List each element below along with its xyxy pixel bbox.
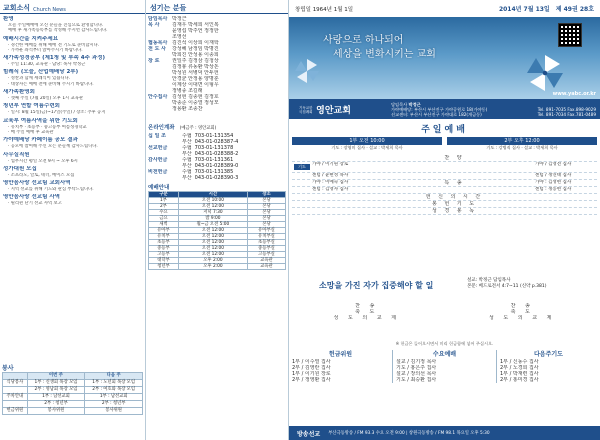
schedule-cell: 교육관 [247, 264, 285, 270]
schedule-cell: 오전 12:00 [178, 228, 247, 234]
role-names: 김성현 김종현 김정호 [172, 94, 219, 100]
account-bank: 수협 [182, 157, 192, 163]
sermon-preacher: 설교: 박정근 담임목사 [467, 278, 511, 283]
volunteer-row [3, 401, 143, 408]
news-item [3, 103, 145, 115]
account-row [148, 175, 288, 181]
founded-date: 창립일 1964년 1월 1일 [295, 6, 354, 13]
schedule-cell: 수요 [149, 210, 179, 216]
volunteer-cell: 2부 : 청년부 [85, 401, 143, 408]
news-item-body: · 일시: 8월 15일(금)~17일(주일) / 장소: 추후 공지 [8, 110, 106, 116]
volunteer-col-role [3, 373, 28, 380]
account-label: 감사헌금 [148, 157, 168, 163]
account-bank: 부산 [182, 139, 192, 145]
volunteer-row [3, 380, 143, 387]
volunteer-cell: 주차안내 [3, 394, 28, 401]
volunteer-cell: 2부 : 여호와 목장 모임 [85, 387, 143, 394]
phone-1: Tel. 891-7035 Fax.898-9029 [537, 106, 596, 112]
worship-leader-1 [312, 208, 374, 214]
news-item-body: · 지역 선교를 위해 기도와 관심 부탁드립니다. [8, 187, 94, 193]
worship-leader-2 [535, 208, 597, 214]
news-item-body: · 셋째 주일 (7월 20일) 오후 1시 교육관 [8, 96, 84, 102]
news-item-title: 힘례식 (오늘, 산업예배당 2부) [3, 69, 79, 76]
roles-list [146, 14, 288, 112]
role-names: 김정봉 류동환 박상돈 [172, 64, 219, 70]
role-label: 안수집사 [148, 94, 168, 100]
offering-entry-text: 기도 / 홍은주 집사 [396, 365, 437, 371]
news-item-body: · 경건한 예배를 위해 예배 전 기도로 준비합시다. [8, 42, 100, 48]
worship-order-item: 헌 신 의 시 간 [425, 194, 484, 200]
offering-entry-text: 1부 / 박재련 집사 [500, 371, 539, 377]
account-bank: 수협 [182, 133, 192, 139]
accounts-holder: (예금주 : 영안교회) [179, 126, 217, 131]
volunteer-row [3, 387, 143, 394]
worship-order-row [292, 187, 597, 194]
volunteer-cell: 1부 : 신생회 목장 모임 [27, 380, 85, 387]
website-link[interactable]: www.yabc.or.kr [552, 91, 596, 97]
schedule-cell: 본당 [247, 204, 285, 210]
closing-item: 축 도 [355, 309, 379, 315]
order-of-worship [292, 155, 597, 215]
schedule-cell: 본당 [247, 216, 285, 222]
schedule-cell: 저녁 7:30 [178, 210, 247, 216]
worship-leader-1: 센텀 : 김영자 집사 [312, 187, 349, 192]
offering-title: 헌금위원 [328, 351, 353, 358]
worship-leader-2: 가야 / 김영전 집사 [535, 162, 572, 167]
schedule-cell: 1부 [149, 198, 179, 204]
service-1-sub: 기도 : 장영미 집사 · 설교 : 박세희 목사 [331, 145, 403, 150]
offering-entry-text: 1부 / 신동수 집사 [500, 359, 539, 365]
worship-order-item: 찬 양 [444, 155, 465, 161]
offering-entry-text: 기도 / 최승환 집사 [396, 377, 437, 383]
service-title: 봉사 [2, 365, 14, 372]
worship-order-tag [294, 175, 310, 177]
news-item-body: · 업무시간 평일 오전 9시 ~ 오후 6시 [8, 158, 78, 164]
volunteer-col-b: 다음 주 [85, 373, 143, 380]
schedule-cell: 청년부 [149, 264, 179, 270]
church-name: 영안교회 [316, 105, 351, 116]
worship-order-item: 봉 헌 기 도 [431, 201, 478, 207]
wednesday-service [393, 350, 497, 383]
schedule-title: 예배안내 [148, 185, 170, 191]
offering-entry [497, 377, 600, 383]
account-number[interactable]: 043-01-028388-2 [194, 151, 239, 157]
schedule-row [149, 264, 286, 270]
worship-leader-1: 가야 / 이기원 장로 [312, 162, 349, 167]
account-bank: 수협 [182, 145, 192, 151]
volunteer-cell: 1부 : 남선교회 [85, 394, 143, 401]
worship-order-row [292, 162, 597, 173]
news-item-body: · 대상자는 예배 전에 준비해 주시기 바랍니다. [8, 81, 94, 87]
account-bank: 부산 [182, 175, 192, 181]
worship-leader-2 [535, 155, 597, 161]
issue-bar [289, 0, 600, 17]
offering-entry-text: 2부 / 정영환 집사 [292, 377, 331, 383]
role-names: 김재우 박세희 서인복 [172, 22, 219, 28]
role-label [148, 106, 172, 112]
schedule-cell: 밤 9:00 [178, 216, 247, 222]
news-item-title: 교육부 여름사역을 위한 기도회 [3, 117, 78, 124]
volunteer-cell [3, 387, 28, 394]
news-list [0, 14, 145, 207]
role-label: 장 로 [148, 58, 160, 64]
role-names: 조영선 [172, 34, 187, 40]
account-bank: 부산 [182, 163, 192, 169]
offering-entry-text: 1부 / 이수열 집사 [292, 359, 331, 365]
closing-item: 성 도 의 교 제 [488, 315, 556, 321]
worship-order-row [292, 155, 597, 162]
news-item [3, 118, 145, 136]
news-item-title: 가야예배당 카페이름 공모 결과 [3, 137, 78, 144]
role-names: 강성혜 남정임 박명진 [172, 46, 219, 52]
pinwheel-icon [527, 55, 563, 91]
schedule-cell: 유아부실 [247, 228, 285, 234]
role-names: 권일주 김정삼 김청상 [172, 58, 219, 64]
wednesday-title: 수요예배 [432, 351, 457, 358]
news-item-title: 새가족환영회 [3, 89, 35, 96]
bulletin-cover-column [289, 0, 600, 440]
worship-order-tag [294, 196, 310, 198]
schedule-row [149, 252, 286, 258]
volunteer-row [3, 408, 143, 415]
news-item-body: 예배 후 새가족등록부를 작성해 주시면 감사드립니다. [8, 28, 108, 34]
news-item-body: · 공모에 참여해 주신 모든 분들께 감사드립니다. [8, 144, 98, 150]
news-item [3, 180, 145, 192]
account-number[interactable]: 703-01-131385 [194, 169, 234, 175]
account-label-spacer [148, 175, 182, 181]
account-label: 선교헌금 [148, 145, 168, 151]
issue-volume: 제 49권 28호 [555, 6, 594, 13]
service-2 [447, 137, 597, 151]
role-label: 협동목사 [148, 40, 168, 46]
schedule-row [149, 240, 286, 246]
pinwheel-icon [295, 59, 319, 83]
broadcast-footer [289, 426, 600, 440]
volunteer-cell: 1부 : 노년회 목장 모임 [85, 380, 143, 387]
broadcast-label: 방송선교 [297, 430, 321, 438]
slogan-banner [289, 17, 600, 99]
schedule-cell: 오전 12:00 [178, 252, 247, 258]
slogan-line-2: 세상을 변화시키는 교회 [333, 49, 436, 60]
worship-order-item [374, 173, 535, 179]
volunteer-cell: 1부 : 남선교회 [27, 394, 85, 401]
news-item [3, 89, 145, 101]
schedule-cell: 오전 10:00 [178, 198, 247, 204]
account-number[interactable]: 703-01-131354 [194, 133, 234, 139]
news-item [3, 69, 145, 87]
offering-committee [289, 350, 393, 383]
schedule-header-cell: 시간 [178, 192, 247, 198]
sunday-worship-title: 주일예배 [421, 125, 468, 135]
church-contact [538, 102, 600, 117]
schedule-cell: 고등부 [149, 252, 179, 258]
schedule-cell: 오전 12:00 [178, 204, 247, 210]
volunteer-row [3, 394, 143, 401]
worship-order-tag: 기도 [294, 164, 310, 170]
account-bank: 수협 [182, 169, 192, 175]
schedule-cell: 교육관 [247, 258, 285, 264]
schedule-cell: 월~금 오전 5:00 [178, 222, 247, 228]
worship-order-item [374, 162, 535, 172]
volunteer-col-a: 이번 주 [27, 373, 85, 380]
worship-leader-1 [312, 194, 374, 200]
schedule-header-cell: 구분 [149, 192, 179, 198]
volunteer-cell: 식당봉사 [3, 380, 28, 387]
news-item-body: · 필리핀 단기 선교 사역 보고 [8, 201, 62, 207]
schedule-table [148, 191, 286, 270]
schedule-cell: 금요 [149, 216, 179, 222]
role-row [148, 106, 288, 112]
sermon-title: 소망을 가진 자가 집중해야 할 일 [319, 281, 434, 290]
role-names: 정용환 조종찬 [172, 106, 203, 112]
schedule-cell: 고등부실 [247, 252, 285, 258]
account-number[interactable]: 703-01-131378 [194, 145, 234, 151]
issue-date: 2014년 7월 13일 [498, 6, 550, 13]
role-names: 박종준 이중열 정성모 [172, 100, 219, 106]
broadcast-text: 부산극동방송 / FM 93.3 수요 오전 9:00 | 창원극동방송 / FM 98.1 목요일 오후 5:30 [328, 431, 490, 436]
schedule-cell: 새벽 [149, 222, 179, 228]
account-label: 십 일 조 [148, 133, 166, 139]
volunteer-cell: 봉사위원 [27, 408, 85, 415]
closing-row [289, 315, 600, 321]
next-prayer-title: 다음주기도 [534, 351, 563, 358]
worship-leader-2: 가야 : 김성현 집사 [535, 180, 572, 185]
slogan [323, 34, 436, 62]
news-item [3, 137, 145, 149]
schedule-row [149, 258, 286, 264]
role-names: 안경균 안정용 양명훈 [172, 76, 219, 82]
news-item-title: 새가족성경공부 (제1청 및 부속 4주 과정) [3, 55, 105, 62]
news-item-body: · 유치부 · 초등부 · 중고등부 여름성경학교 [8, 124, 87, 130]
news-item-body: · 가까운 좌석부터 앉아주시기 바랍니다. [8, 47, 83, 53]
news-item [3, 194, 145, 206]
church-logo [289, 103, 391, 116]
service-1-header: 1부 오전 10:00 [292, 137, 442, 145]
closing-item: 축 도 [510, 309, 534, 315]
online-accounts [146, 114, 288, 181]
worship-order-tag [294, 210, 310, 212]
news-item-title: 환영 [3, 16, 14, 22]
sermon-passage: 본문: 베드로전서 4:7~11 (신약 p.381) [467, 284, 547, 289]
schedule-row [149, 234, 286, 240]
news-item [3, 36, 145, 54]
volunteer-cell: 헌금위원 [3, 408, 28, 415]
closing-item: 찬 송 [510, 303, 534, 309]
schedule-cell: 유치부 [149, 234, 179, 240]
schedule-cell: 본당 [247, 222, 285, 228]
schedule-cell: 오후 2:00 [178, 258, 247, 264]
worship-leader-2 [535, 194, 597, 200]
worship-order-row [292, 201, 597, 208]
account-number[interactable]: 043-01-028387-4 [194, 139, 239, 145]
slogan-line-1: 사랑으로 하나되어 [323, 35, 404, 46]
servants-column [146, 0, 289, 440]
schedule-cell: 중등부실 [247, 246, 285, 252]
news-item-title: 예배시간을 지켜주세요 [3, 35, 59, 42]
schedule-cell: 본당 [247, 210, 285, 216]
church-news-header [0, 0, 145, 14]
role-label: 전 도 사 [148, 46, 166, 52]
worship-order-tag [294, 203, 310, 205]
offering-entry-text: 1부 / 이기원 장로 [292, 371, 331, 377]
schedule-cell: 유아부 [149, 228, 179, 234]
closing-item: 찬 송 [355, 303, 379, 309]
offering-entry-text: 2부 / 노경희 집사 [500, 365, 539, 371]
service-volunteers [2, 363, 143, 415]
servants-header [146, 0, 288, 14]
account-number[interactable]: 703-01-131361 [194, 157, 234, 163]
sermon [289, 276, 600, 300]
church-news-column [0, 0, 146, 440]
news-item-title: 영안음사랑 선교팀 교회사역 [3, 180, 71, 187]
worship-leader-1: 가야 : 이예숙 집사 [312, 180, 349, 185]
worship-order-tag [294, 182, 310, 184]
news-item-title: 영안음사랑 선교팀 사역 [3, 194, 60, 201]
church-news-subtitle: Church News [33, 7, 66, 13]
news-item-title: 성가대원 모집 [3, 165, 37, 172]
volunteer-cell: 봉사위원 [85, 408, 143, 415]
schedule-cell: 2부 [149, 204, 179, 210]
worship-leader-1 [312, 201, 374, 207]
schedule-cell: 초등부 [149, 240, 179, 246]
church-address [391, 102, 538, 117]
pastor-name: 박정근 [408, 101, 421, 107]
address-1: 가야예배당: 부산시 부산진구 가야공원로 18(가야동) [391, 106, 488, 112]
schedule-cell: 초등부실 [247, 240, 285, 246]
offering-entry-text: 설교 / 장의선 목사 [396, 371, 437, 377]
schedule-cell: 오전 12:00 [178, 240, 247, 246]
schedule-row [149, 246, 286, 252]
address-2: 선교센터: 부산시 부산진구 가야대로 182(개금동) [391, 111, 482, 117]
account-label: 비전헌금 [148, 169, 168, 175]
worship-order-item: 성 경 봉 독 [431, 208, 478, 214]
role-label: 담임목사 [148, 16, 168, 22]
news-item-body: 오늘 주일예배에 오신 분들을 진심으로 환영합니다. [8, 23, 104, 28]
worship-leader-1: 센텀 / 윤현성 목사 [312, 173, 349, 178]
volunteer-cell [3, 401, 28, 408]
account-number[interactable]: 043-01-028390-3 [194, 175, 239, 181]
schedule-cell: 대학부 [149, 258, 179, 264]
worship-order-tag [294, 157, 310, 159]
service-1 [292, 137, 442, 151]
volunteer-cell: 2부 : 영남회 목장 모임 [27, 387, 85, 394]
schedule-header-cell: 장소 [247, 192, 285, 198]
role-label: 목 사 [148, 22, 160, 28]
worship-order-tag [294, 189, 310, 191]
news-item-body: · 매 주일 예배 후 교육관 [8, 129, 54, 135]
offering-entry-text: 2부 / 김영란 집사 [292, 365, 331, 371]
sermon-ref [467, 278, 547, 290]
closing-order [289, 303, 600, 321]
qr-code[interactable] [558, 23, 582, 47]
news-item-body: · 주일 11:30, 교육관 · 담당: 목사 박정근 [8, 62, 86, 68]
role-names: 박정근 [172, 16, 187, 22]
offering-entry [393, 377, 496, 383]
news-item [3, 166, 145, 178]
worship-leader-2 [535, 201, 597, 207]
schedule-cell: 중등부 [149, 246, 179, 252]
news-item-body: · 성찬과 함께 세례식이 있습니다. [8, 76, 71, 82]
offering-section [289, 350, 600, 383]
news-item [3, 16, 145, 34]
role-names: 정병종 조길래 [172, 88, 203, 94]
schedule-cell: 오전 12:00 [178, 246, 247, 252]
closing-item: 성 도 의 교 제 [333, 315, 400, 321]
role-names: 이계상 이대면 이형우 [172, 82, 219, 88]
worship-order-row [292, 208, 597, 215]
offering-entry-text: 설교 / 김기정 목사 [396, 359, 437, 365]
service-2-header: 2부 오후 12:00 [447, 137, 597, 145]
offering-entry [289, 377, 392, 383]
volunteer-table [2, 372, 143, 415]
next-week-prayer [497, 350, 600, 383]
offering-entry-text: 2부 / 홍미경 집사 [500, 377, 539, 383]
accounts-title: 온라인계좌 [148, 125, 175, 131]
offering-note: ※ 헌금은 들어오시면서 미리 헌금함에 넣어 주십시오. [395, 341, 494, 346]
role-names: 박희진 안성용 이종희 [172, 52, 219, 58]
worship-order-item [374, 187, 535, 193]
news-item-title: 사무실직원 [3, 151, 30, 158]
worship-leader-2: 센텀 : 정동현 집사 [535, 187, 572, 192]
church-news-title: 교회소식 [3, 4, 31, 12]
schedule-cell: 본당 [247, 198, 285, 204]
worship-order-item: 특 송 [444, 180, 465, 186]
account-bank: 부산 [182, 151, 192, 157]
worship-leader-2: 센텀 / 정연태 집사 [535, 173, 572, 178]
worship-leader-1 [312, 155, 374, 161]
worship-order-row [292, 173, 597, 180]
schedule [148, 183, 288, 270]
denomination: 기독교한국침례회 [299, 105, 313, 114]
servants-title: 섬기는 분들 [150, 4, 187, 12]
account-number[interactable]: 043-01-028389-0 [194, 163, 239, 169]
schedule-cell: 오후 2:00 [178, 264, 247, 270]
volunteer-cell: 2부 : 청년부 [27, 401, 85, 408]
schedule-cell: 유치부실 [247, 234, 285, 240]
news-item [3, 152, 145, 164]
role-names: 박성원 서병덕 안두헌 [172, 70, 219, 76]
role-names: 윤영섭 박주언 정정한 [172, 28, 219, 34]
phone-2: Tel. 891-7034 Fax.781-0489 [537, 111, 596, 117]
pastor-label: 담임목사 [391, 101, 408, 107]
worship-order-row [292, 194, 597, 201]
news-item [3, 55, 145, 67]
news-item-title: 청년부 연합 여름수련회 [3, 103, 60, 110]
service-2-sub: 기도 : 강병직 집사 · 설교 : 박세희 목사 [486, 145, 558, 150]
schedule-cell: 오전 12:00 [178, 234, 247, 240]
church-info-bar [289, 99, 600, 119]
schedule-row [149, 228, 286, 234]
role-names: 김진석 이상희 이재학 [172, 40, 219, 46]
news-item-body: · 소프라노, 알토, 테너, 베이스 모집 [8, 172, 75, 178]
worship-order-row [292, 180, 597, 187]
